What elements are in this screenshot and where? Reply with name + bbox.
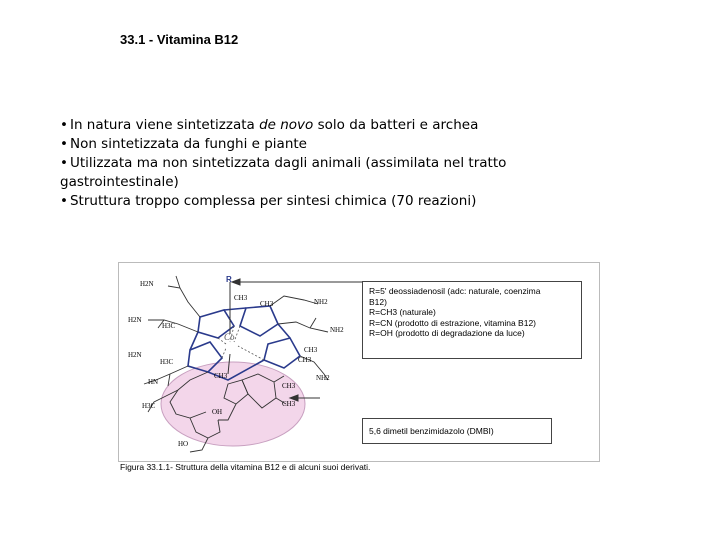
group-label: CH3 [260, 300, 274, 308]
group-label: CH3 [298, 356, 312, 364]
bullet-list [60, 116, 580, 211]
group-label: CH3 [214, 372, 228, 380]
group-label: CH3 [282, 400, 296, 408]
r-group-line: R=5' deossiadenosil (adc: naturale, coenzima [369, 286, 541, 296]
group-label: NH2 [316, 374, 330, 382]
r-label: R [226, 275, 232, 284]
group-label: HN [148, 378, 159, 386]
group-label: H3C [160, 358, 174, 366]
r-group-line: R=CH3 (naturale) [369, 307, 436, 317]
bullet-dot: • [60, 193, 68, 209]
bullet-text: Utilizzata ma non sintetizzata dagli animali (assimilata nel tratto gastrointestinale) [60, 155, 507, 190]
bullet-text: In natura viene sintetizzata [69, 117, 260, 133]
group-label: NH2 [314, 298, 328, 306]
bullet-dot: • [60, 136, 68, 152]
group-label: H3C [142, 402, 156, 410]
r-group-line: R=CN (prodotto di estrazione, vitamina B12) [369, 317, 537, 328]
co-label: Co [224, 332, 235, 342]
r-groups-annotation [362, 281, 582, 359]
r-group-line: B12) [369, 296, 387, 307]
r-group-line: R=OH (prodotto di degradazione da luce) [369, 328, 525, 338]
group-label: CH3 [234, 294, 248, 302]
bullet-item [60, 116, 580, 135]
group-label: H2N [128, 316, 142, 324]
group-label: HO [178, 440, 189, 448]
bullet-dot: • [60, 117, 68, 133]
bullet-dot: • [60, 155, 68, 171]
group-label: H3C [162, 322, 176, 330]
dmbi-annotation: 5,6 dimetil benzimidazolo (DMBI) [362, 418, 552, 444]
bullet-text: solo da batteri e archea [313, 117, 479, 133]
bullet-item [60, 154, 580, 192]
bullet-item [60, 135, 580, 154]
group-label: NH2 [330, 326, 344, 334]
group-label: CH3 [282, 382, 296, 390]
bullet-text: Non sintetizzata da funghi e piante [69, 136, 307, 152]
figure-caption: Figura 33.1.1- Struttura della vitamina B12 e di alcuni suoi derivati. [120, 462, 371, 472]
group-label: H2N [140, 280, 154, 288]
slide-title: 33.1 - Vitamina B12 [120, 32, 239, 47]
bullet-item [60, 192, 580, 211]
group-label: CH3 [304, 346, 318, 354]
group-label: H2N [128, 351, 142, 359]
group-label: OH [212, 408, 223, 416]
bullet-text: Struttura troppo complessa per sintesi chimica (70 reazioni) [69, 193, 477, 209]
bullet-italic-text: de novo [259, 117, 314, 133]
